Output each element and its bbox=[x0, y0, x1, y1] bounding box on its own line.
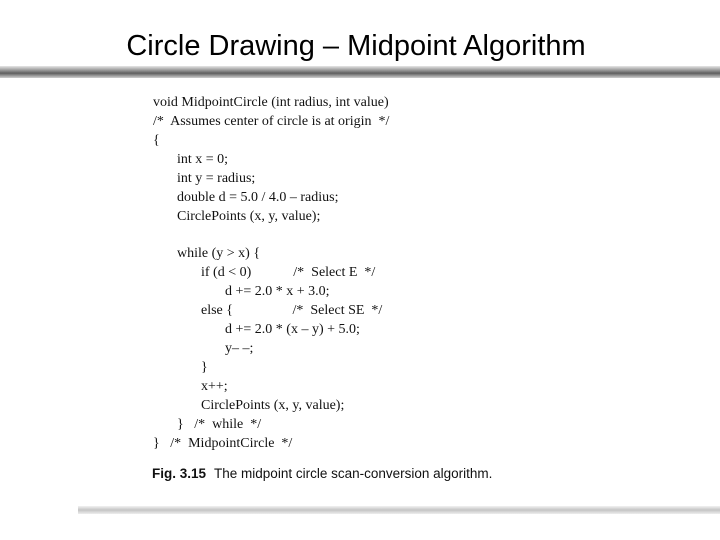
code-line: int y = radius; bbox=[177, 171, 256, 186]
title-divider bbox=[0, 66, 720, 78]
code-line: } /* while */ bbox=[177, 417, 262, 432]
code-line: CirclePoints (x, y, value); bbox=[201, 398, 345, 413]
figure-caption-text: The midpoint circle scan-conversion algorithm. bbox=[214, 466, 493, 481]
code-line: y– –; bbox=[225, 341, 254, 356]
figure-caption bbox=[152, 466, 492, 481]
code-line: else { /* Select SE */ bbox=[201, 303, 383, 318]
code-line: } bbox=[201, 360, 208, 375]
code-line: int x = 0; bbox=[177, 152, 229, 167]
code-line: d += 2.0 * (x – y) + 5.0; bbox=[225, 322, 360, 337]
footer-divider bbox=[78, 506, 720, 514]
figure-label: Fig. 3.15 bbox=[152, 466, 207, 481]
code-line: d += 2.0 * x + 3.0; bbox=[225, 284, 330, 299]
code-line: void MidpointCircle (int radius, int value) bbox=[153, 95, 389, 110]
code-line: double d = 5.0 / 4.0 – radius; bbox=[177, 190, 339, 205]
code-line: } /* MidpointCircle */ bbox=[153, 436, 293, 451]
code-line: while (y > x) { bbox=[177, 246, 261, 261]
code-line: { bbox=[153, 133, 160, 148]
code-line: /* Assumes center of circle is at origin */ bbox=[153, 114, 390, 129]
slide-title: Circle Drawing – Midpoint Algorithm bbox=[126, 30, 586, 62]
code-line: CirclePoints (x, y, value); bbox=[177, 209, 321, 224]
code-line: x++; bbox=[201, 379, 228, 394]
code-line: if (d < 0) /* Select E */ bbox=[201, 265, 376, 280]
